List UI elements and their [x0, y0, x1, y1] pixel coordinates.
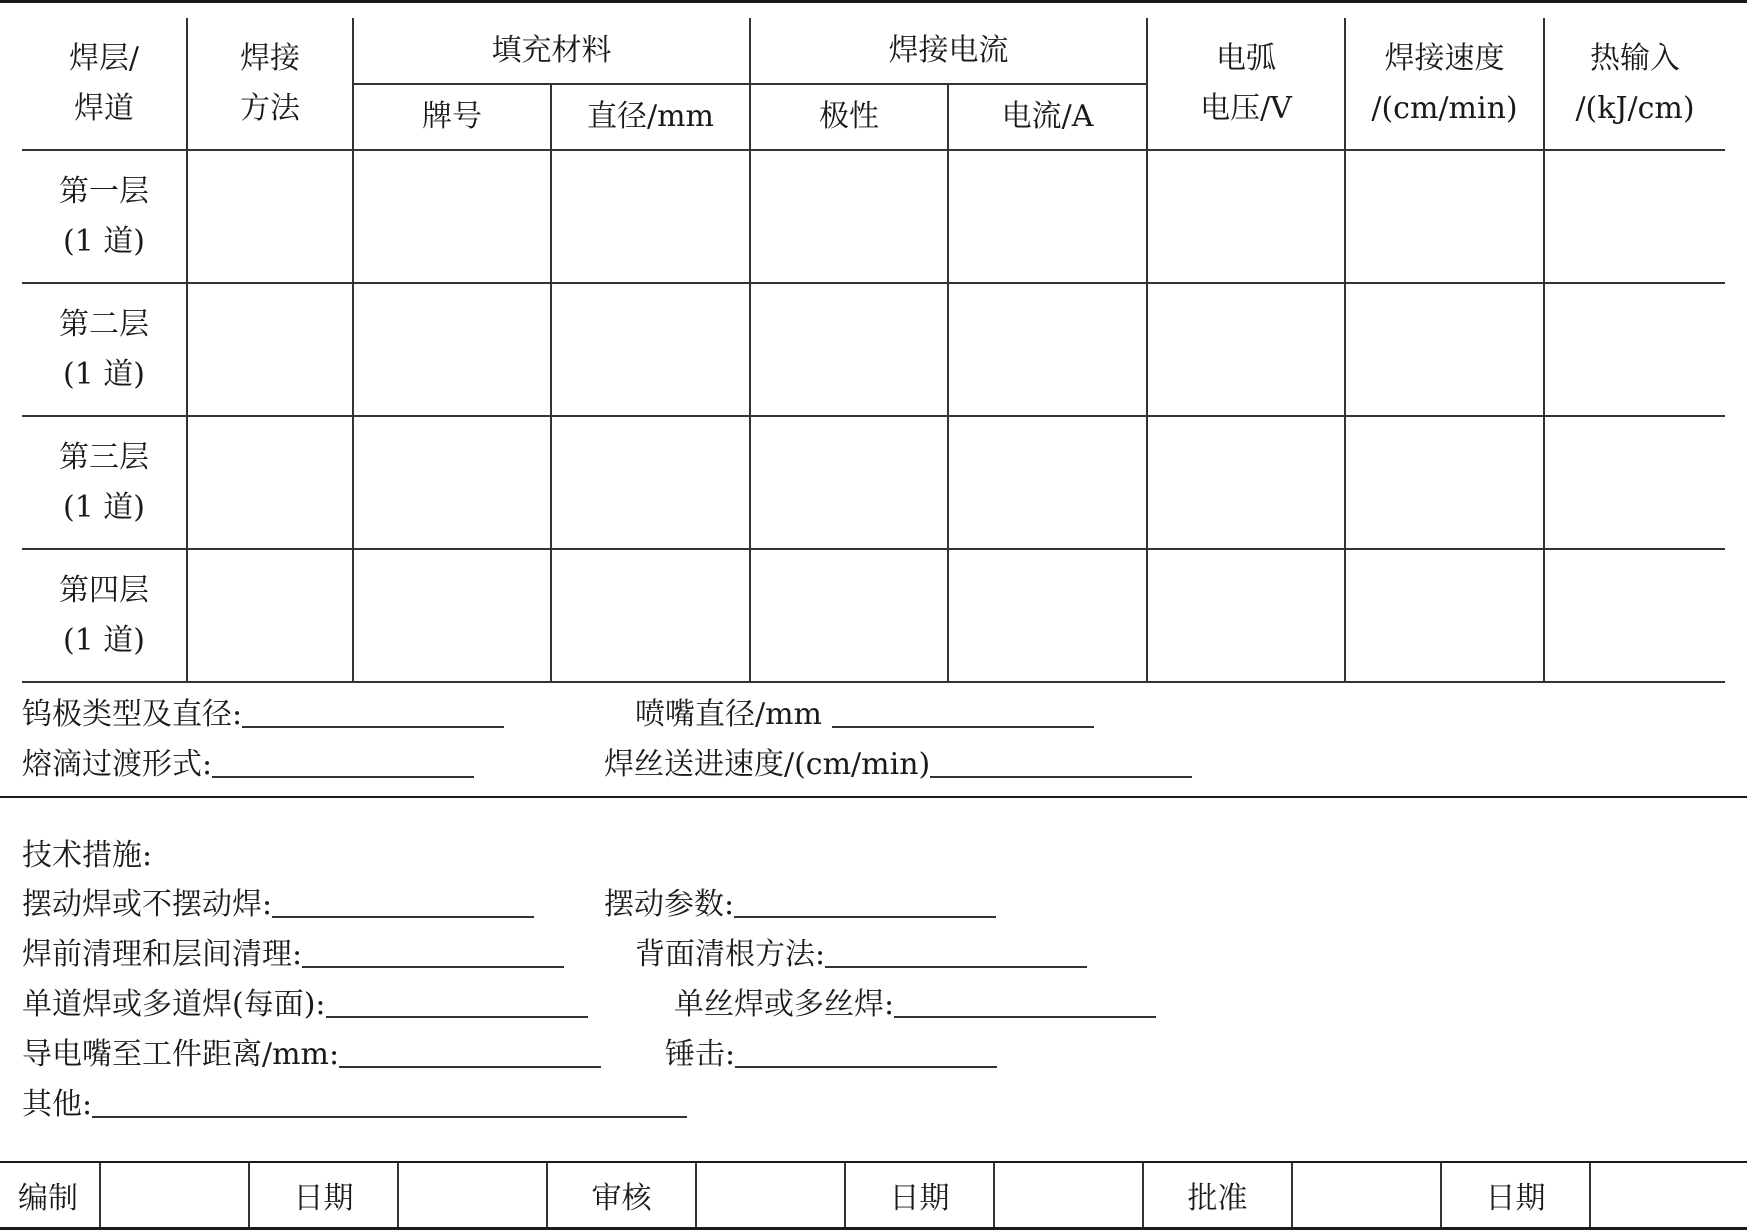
table-row	[22, 283, 1725, 416]
prepared-signature-cell[interactable]	[100, 1163, 249, 1227]
filler-diameter-cell[interactable]	[551, 283, 750, 416]
filler-diameter-cell[interactable]	[551, 150, 750, 283]
heat-input-cell[interactable]	[1544, 283, 1725, 416]
back-gouging-label: 背面清根方法:	[635, 937, 826, 972]
layer-cell: 第四层 (1 道)	[22, 549, 187, 682]
date-cell-3[interactable]	[1590, 1163, 1747, 1227]
weave-params-input[interactable]	[734, 880, 996, 918]
approved-label: 批准	[1143, 1163, 1292, 1227]
back-gouging-field	[635, 930, 1087, 980]
date-cell-1[interactable]	[398, 1163, 547, 1227]
date-label-3: 日期	[1441, 1163, 1590, 1227]
other-label: 其他:	[22, 1087, 93, 1122]
heat-input-cell[interactable]	[1544, 150, 1725, 283]
cleaning-field	[22, 930, 564, 980]
weave-label: 摆动焊或不摆动焊:	[22, 887, 273, 922]
table-row	[22, 416, 1725, 549]
peening-label: 锤击:	[665, 1037, 736, 1072]
speed-cell[interactable]	[1345, 283, 1544, 416]
speed-cell[interactable]	[1345, 549, 1544, 682]
header-heat-input: 热输入 /(kJ/cm)	[1544, 18, 1725, 150]
technical-title: 技术措施:	[22, 838, 153, 873]
filler-brand-cell[interactable]	[353, 416, 551, 549]
electrode-input[interactable]	[242, 690, 504, 728]
date-label-2: 日期	[845, 1163, 994, 1227]
weave-input[interactable]	[272, 880, 534, 918]
prepared-label: 编制	[0, 1163, 100, 1227]
passes-field	[22, 980, 588, 1030]
heat-input-cell[interactable]	[1544, 416, 1725, 549]
method-cell[interactable]	[187, 150, 353, 283]
filler-diameter-cell[interactable]	[551, 416, 750, 549]
weave-params-field	[604, 880, 996, 930]
section-divider	[0, 796, 1747, 798]
wire-feed-label: 焊丝送进速度/(cm/min)	[604, 747, 931, 782]
date-cell-2[interactable]	[994, 1163, 1143, 1227]
back-gouging-input[interactable]	[825, 930, 1087, 968]
voltage-cell[interactable]	[1147, 283, 1345, 416]
ctwd-label: 导电嘴至工件距离/mm:	[22, 1037, 340, 1072]
polarity-cell[interactable]	[750, 549, 948, 682]
weave-params-label: 摆动参数:	[604, 887, 735, 922]
wires-input[interactable]	[894, 980, 1156, 1018]
electrode-label: 钨极类型及直径:	[22, 697, 243, 732]
voltage-cell[interactable]	[1147, 549, 1345, 682]
layer-cell: 第二层 (1 道)	[22, 283, 187, 416]
header-welding-method: 焊接 方法	[187, 18, 353, 150]
voltage-cell[interactable]	[1147, 416, 1345, 549]
header-polarity: 极性	[750, 84, 948, 150]
layer-cell: 第三层 (1 道)	[22, 416, 187, 549]
filler-brand-cell[interactable]	[353, 150, 551, 283]
filler-brand-cell[interactable]	[353, 283, 551, 416]
header-filler-material: 填充材料	[353, 18, 750, 84]
voltage-cell[interactable]	[1147, 150, 1345, 283]
other-field	[22, 1080, 687, 1130]
reviewed-label: 审核	[547, 1163, 696, 1227]
peening-field	[665, 1030, 997, 1080]
peening-input[interactable]	[735, 1030, 997, 1068]
header-arc-voltage: 电弧 电压/V	[1147, 18, 1345, 150]
wires-label: 单丝焊或多丝焊:	[674, 987, 895, 1022]
current-cell[interactable]	[948, 416, 1147, 549]
top-rule	[0, 0, 1747, 3]
nozzle-label: 喷嘴直径/mm	[635, 697, 823, 732]
reviewed-signature-cell[interactable]	[696, 1163, 845, 1227]
header-filler-diameter: 直径/mm	[551, 84, 750, 150]
heat-input-cell[interactable]	[1544, 549, 1725, 682]
method-cell[interactable]	[187, 416, 353, 549]
transfer-field	[22, 740, 474, 790]
speed-cell[interactable]	[1345, 150, 1544, 283]
header-filler-brand: 牌号	[353, 84, 551, 150]
polarity-cell[interactable]	[750, 283, 948, 416]
speed-cell[interactable]	[1345, 416, 1544, 549]
cleaning-input[interactable]	[302, 930, 564, 968]
welding-parameter-table	[22, 18, 1725, 683]
other-input[interactable]	[92, 1080, 687, 1118]
current-cell[interactable]	[948, 549, 1147, 682]
transfer-input[interactable]	[212, 740, 474, 778]
wires-field	[674, 980, 1156, 1030]
approved-signature-cell[interactable]	[1292, 1163, 1441, 1227]
method-cell[interactable]	[187, 283, 353, 416]
filler-diameter-cell[interactable]	[551, 549, 750, 682]
current-cell[interactable]	[948, 283, 1147, 416]
ctwd-input[interactable]	[339, 1030, 601, 1068]
polarity-cell[interactable]	[750, 150, 948, 283]
header-welding-speed: 焊接速度 /(cm/min)	[1345, 18, 1544, 150]
signoff-table	[0, 1163, 1747, 1227]
cleaning-label: 焊前清理和层间清理:	[22, 937, 303, 972]
weave-field	[22, 880, 534, 930]
ctwd-field	[22, 1030, 601, 1080]
current-cell[interactable]	[948, 150, 1147, 283]
filler-brand-cell[interactable]	[353, 549, 551, 682]
passes-input[interactable]	[326, 980, 588, 1018]
passes-label: 单道焊或多道焊(每面):	[22, 987, 326, 1022]
wire-feed-field	[604, 740, 1192, 790]
date-label-1: 日期	[249, 1163, 398, 1227]
table-row	[22, 549, 1725, 682]
electrode-field	[22, 690, 504, 740]
nozzle-field	[635, 690, 1094, 740]
wire-feed-input[interactable]	[930, 740, 1192, 778]
header-layer-pass: 焊层/ 焊道	[22, 18, 187, 150]
header-welding-current: 焊接电流	[750, 18, 1147, 84]
nozzle-input[interactable]	[832, 690, 1094, 728]
method-cell[interactable]	[187, 549, 353, 682]
transfer-label: 熔滴过渡形式:	[22, 747, 213, 782]
polarity-cell[interactable]	[750, 416, 948, 549]
layer-cell: 第一层 (1 道)	[22, 150, 187, 283]
header-current: 电流/A	[948, 84, 1147, 150]
table-row	[22, 150, 1725, 283]
